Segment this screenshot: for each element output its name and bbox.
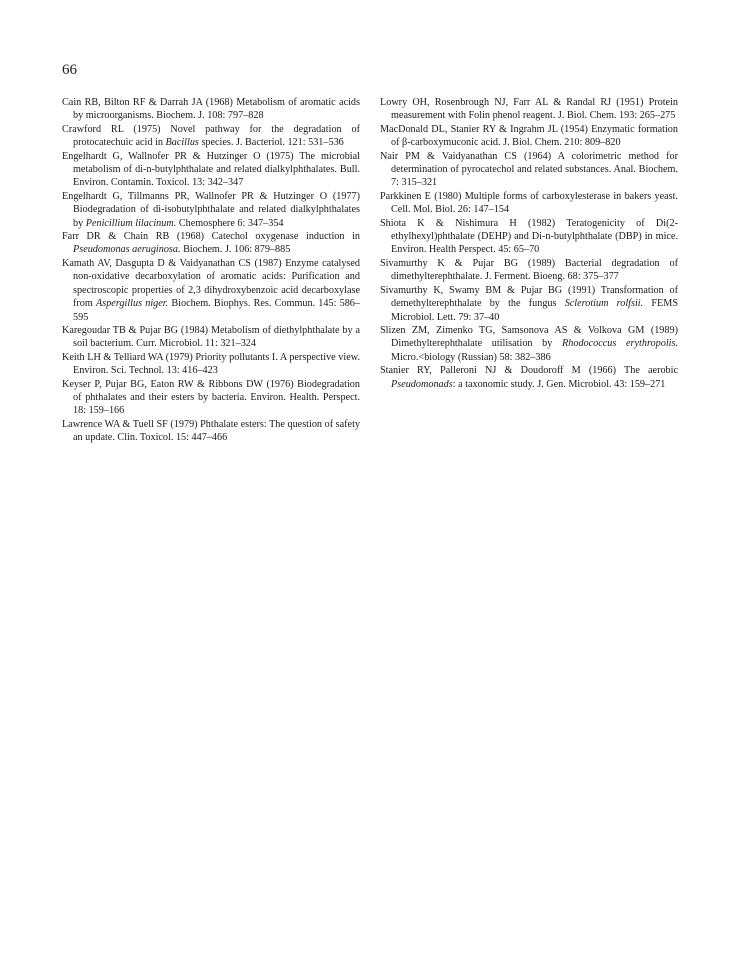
reference-italic-text: Penicillium lilacinum. xyxy=(85,217,177,229)
reference-text: Sivamurthy K, Swamy BM & Pujar BG (1991) Transformation of demethylterephthalate by the fungus xyxy=(380,284,678,310)
reference-text: Stanier RY, Palleroni NJ & Doudoroff M (1966) The aerobic xyxy=(380,365,678,377)
reference-italic-text: Pseudomonads xyxy=(391,378,453,390)
reference-italic-text: Pseudomonas aeruginosa. xyxy=(73,244,181,256)
reference-text: Slizen ZM, Zimenko TG, Samsonova AS & Volkova GM (1989) Dimethylterephthalate utilisation by xyxy=(380,324,678,350)
reference-text: Biochem. J. 106: 879–885 xyxy=(180,244,291,256)
reference-text: : a taxonomic study. J. Gen. Microbiol. 43: 159–271 xyxy=(452,378,666,390)
page-number: 66 xyxy=(62,62,77,78)
reference-text: FEMS Microbiol. Lett. 79: 37–40 xyxy=(391,298,678,323)
reference-text: MacDonald DL, Stanier RY & Ingrahm JL (1954) Enzymatic formation of β-carboxymuconic acid. J. Biol. Chem. 210: 809–820 xyxy=(380,123,678,149)
reference-text: species. J. Bacteriol. 121: 531–536 xyxy=(198,137,344,149)
reference-entry xyxy=(62,418,360,445)
reference-entry xyxy=(62,96,360,123)
reference-entry xyxy=(380,364,678,391)
reference-text: Micro.<biology (Russian) 58: 382–386 xyxy=(391,351,551,363)
reference-text: Parkkinen E (1980) Multiple forms of carboxylesterase in bakers yeast. Cell. Mol. Biol. 26: 147–154 xyxy=(380,190,678,216)
reference-entry xyxy=(380,190,678,217)
references-column-left xyxy=(62,96,360,445)
reference-entry xyxy=(380,217,678,257)
reference-text: Biochem. Biophys. Res. Commun. 145: 586–595 xyxy=(73,298,360,323)
reference-text: Kamath AV, Dasgupta D & Vaidyanathan CS (1987) Enzyme catalysed non-oxidative decarboxylation of aromatic acids: Purification and spectroscopic properties of 2,3 dihydroxybenzoic acid decarboxylase from xyxy=(62,257,360,310)
reference-italic-text: Bacillus xyxy=(165,137,199,149)
reference-text: Shiota K & Nishimura H (1982) Teratogenicity of Di(2-ethylhexyl)phthalate (DEHP) and Di-n-butylphthalate (DBP) in mice. Environ. Health Perspect. 45: 65–70 xyxy=(380,217,678,256)
reference-entry xyxy=(380,257,678,284)
reference-entry xyxy=(62,351,360,378)
reference-text: Nair PM & Vaidyanathan CS (1964) A colorimetric method for determination of pyrocatechol and related substances. Anal. Biochem. 7: 315–321 xyxy=(380,150,678,189)
reference-text: Lawrence WA & Tuell SF (1979) Phthalate esters: The question of safety an update. Clin. Toxicol. 15: 447–466 xyxy=(62,418,360,444)
reference-text: Keyser P, Pujar BG, Eaton RW & Ribbons DW (1976) Biodegradation of phthalates and their esters by bacteria. Environ. Health. Perspect. 18: 159–166 xyxy=(62,378,360,417)
reference-entry xyxy=(62,378,360,418)
reference-italic-text: Rhodococcus erythropolis. xyxy=(562,338,678,350)
reference-entry xyxy=(380,284,678,324)
reference-italic-text: Aspergillus niger. xyxy=(96,298,169,310)
reference-text: Cain RB, Bilton RF & Darrah JA (1968) Metabolism of aromatic acids by microorganisms. Biochem. J. 108: 797–828 xyxy=(62,97,360,122)
reference-entry xyxy=(380,123,678,150)
reference-text: Karegoudar TB & Pujar BG (1984) Metabolism of diethylphthalate by a soil bacterium. Curr. Microbiol. 11: 321–324 xyxy=(62,324,360,350)
reference-entry xyxy=(62,190,360,230)
reference-italic-text: Sclerotium rolfsii. xyxy=(564,298,644,310)
reference-entry xyxy=(62,150,360,190)
reference-entry xyxy=(62,257,360,324)
reference-entry xyxy=(380,150,678,190)
reference-text: Crawford RL (1975) Novel pathway for the degradation of protocatechuic acid in xyxy=(62,123,360,149)
reference-entry xyxy=(380,324,678,364)
reference-text: Engelhardt G, Tillmanns PR, Wallnofer PR & Hutzinger O (1977) Biodegradation of di-isobutylphthalate and related dialkylphthalates by xyxy=(62,190,360,229)
reference-text: Farr DR & Chain RB (1968) Catechol oxygenase induction in xyxy=(62,231,360,243)
reference-entry xyxy=(62,324,360,351)
reference-text: Lowry OH, Rosenbrough NJ, Farr AL & Randal RJ (1951) Protein measurement with Folin phenol reagent. J. Biol. Chem. 193: 265–275 xyxy=(380,97,678,122)
reference-entry xyxy=(380,96,678,123)
reference-text: Engelhardt G, Wallnofer PR & Hutzinger O (1975) The microbial metabolism of di-n-butylphthalate and related dialkylphthalates. Bull. Environ. Contamin. Toxicol. 13: 342–347 xyxy=(62,150,360,189)
reference-text: Keith LH & Telliard WA (1979) Priority pollutants I. A perspective view. Environ. Sci. Technol. 13: 416–423 xyxy=(62,351,360,377)
reference-text: Sivamurthy K & Pujar BG (1989) Bacterial degradation of dimethylterephthalate. J. Ferment. Bioeng. 68: 375–377 xyxy=(380,257,678,283)
reference-text: Chemosphere 6: 347–354 xyxy=(176,217,284,229)
reference-entry xyxy=(62,123,360,150)
reference-entry xyxy=(62,230,360,257)
references-column-right xyxy=(380,96,678,391)
